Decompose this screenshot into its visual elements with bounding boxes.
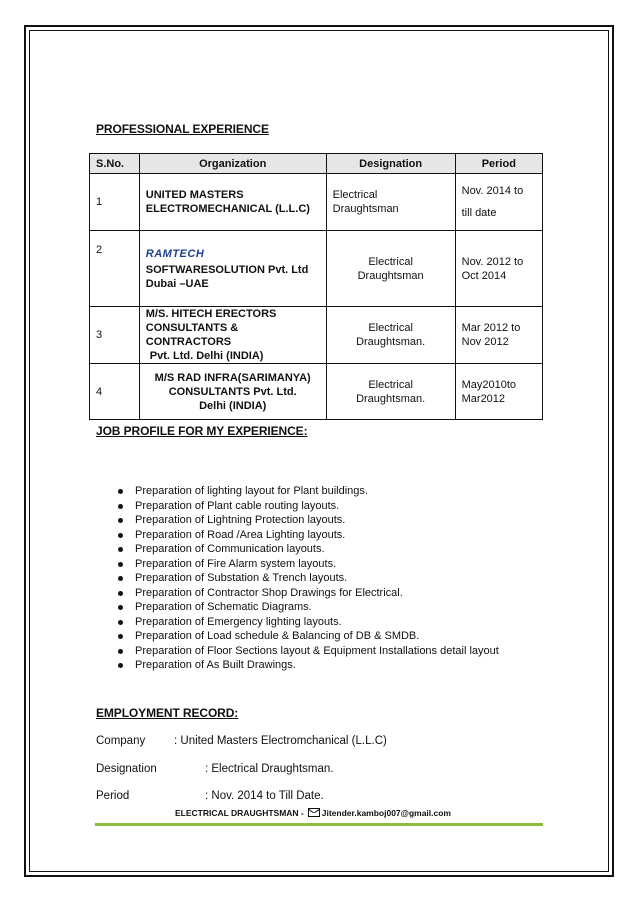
footer	[175, 807, 451, 818]
employment-record-heading: EMPLOYMENT RECORD:	[96, 706, 239, 720]
list-item	[108, 557, 499, 572]
cell-designation	[326, 231, 455, 307]
list-item-text: Preparation of Road /Area Lighting layouts.	[135, 528, 346, 541]
list-item-text: Preparation of Contractor Shop Drawings for Electrical.	[135, 586, 403, 599]
list-item-text: Preparation of Schematic Diagrams.	[135, 601, 312, 613]
list-item	[108, 542, 499, 557]
list-item	[108, 658, 499, 673]
header-period: Period	[455, 154, 542, 174]
job-profile-list	[108, 484, 499, 673]
cell-period	[455, 231, 542, 307]
cell-organization	[139, 364, 326, 420]
period-value: : Nov. 2014 to Till Date.	[205, 790, 324, 802]
list-item	[108, 571, 499, 586]
cell-organization	[139, 231, 326, 307]
cell-organization	[139, 307, 326, 364]
footer-rule	[95, 823, 543, 826]
table-row	[90, 364, 543, 420]
bullet-icon	[118, 489, 123, 494]
list-item-text: Preparation of Communication layouts.	[135, 543, 325, 555]
experience-table	[89, 153, 543, 420]
table-row	[90, 231, 543, 307]
designation-label: Designation	[96, 763, 157, 775]
designation-line: Electrical	[368, 255, 413, 268]
list-item	[108, 600, 499, 615]
org-line: Pvt. Ltd. Delhi (INDIA)	[149, 350, 264, 362]
bullet-icon	[118, 634, 123, 639]
period-line: Nov. 2012 to	[461, 255, 524, 268]
header-designation: Designation	[326, 154, 455, 174]
cell-period	[455, 364, 542, 420]
list-item	[108, 644, 499, 659]
cell-sno: 2	[90, 231, 140, 307]
footer-email[interactable]: Jitender.kamboj007@gmail.com	[321, 808, 451, 818]
bullet-icon	[118, 518, 123, 523]
period-line: May2010to	[461, 378, 517, 391]
header-organization: Organization	[139, 154, 326, 174]
ramtech-logo: RAMTECH	[145, 247, 205, 260]
list-item-text: Preparation of As Built Drawings.	[135, 659, 296, 671]
list-item	[108, 615, 499, 630]
cell-designation	[326, 307, 455, 364]
company-label: Company	[96, 735, 146, 747]
list-item	[108, 513, 499, 528]
bullet-icon	[118, 663, 123, 668]
bullet-icon	[118, 605, 123, 610]
list-item-text: Preparation of Load schedule & Balancing of DB & SMDB.	[135, 630, 420, 642]
org-line: M/S RAD INFRA(SARIMANYA)	[154, 371, 311, 384]
org-line: Delhi (INDIA)	[199, 399, 267, 412]
list-item-text: Preparation of Plant cable routing layouts.	[135, 499, 340, 512]
org-line: M/S. HITECH ERECTORS	[145, 308, 277, 320]
bullet-icon	[118, 504, 123, 509]
list-item	[108, 499, 499, 514]
mail-icon	[308, 808, 320, 817]
cell-designation	[326, 174, 455, 231]
designation-line: Electrical	[368, 378, 413, 391]
header-sno: S.No.	[90, 154, 140, 174]
bullet-icon	[118, 562, 123, 567]
cell-designation	[326, 364, 455, 420]
bullet-icon	[118, 620, 123, 625]
footer-title: ELECTRICAL DRAUGHTSMAN -	[175, 808, 304, 818]
bullet-icon	[118, 649, 123, 654]
org-line: UNITED MASTERS	[145, 189, 244, 201]
period-line: Mar 2012 to	[461, 322, 521, 334]
bullet-icon	[118, 533, 123, 538]
list-item	[108, 629, 499, 644]
list-item-text: Preparation of Substation & Trench layouts.	[135, 572, 348, 584]
list-item-text: Preparation of Floor Sections layout & Equipment Installations detail layout	[135, 644, 499, 657]
designation-value: : Electrical Draughtsman.	[205, 763, 334, 775]
cell-organization	[139, 174, 326, 231]
org-line: SOFTWARESOLUTION Pvt. Ltd	[145, 263, 309, 276]
list-item-text: Preparation of Fire Alarm system layouts.	[135, 557, 337, 570]
designation-line: Draughtsman	[332, 203, 399, 215]
list-item	[108, 484, 499, 499]
period-line: Oct 2014	[461, 269, 507, 282]
table-header-row	[90, 154, 543, 174]
cell-sno: 4	[90, 364, 140, 420]
period-line: Mar2012	[461, 392, 506, 405]
period-label: Period	[96, 790, 130, 802]
professional-experience-heading: PROFESSIONAL EXPERIENCE	[96, 122, 269, 136]
cell-sno: 1	[90, 174, 140, 231]
company-value: : United Masters Electromchanical (L.L.C)	[174, 735, 387, 747]
bullet-icon	[118, 547, 123, 552]
list-item	[108, 586, 499, 601]
table-row	[90, 307, 543, 364]
list-item-text: Preparation of Lightning Protection layouts.	[135, 514, 346, 526]
list-item-text: Preparation of lighting layout for Plant buildings.	[135, 485, 368, 497]
period-line: Nov 2012	[461, 336, 509, 348]
list-item-text: Preparation of Emergency lighting layouts.	[135, 615, 342, 628]
cell-period	[455, 174, 542, 231]
period-line: till date	[461, 207, 497, 219]
table-row	[90, 174, 543, 231]
designation-line: Electrical	[332, 189, 378, 201]
bullet-icon	[118, 591, 123, 596]
designation-line: Draughtsman.	[356, 336, 426, 348]
designation-line: Draughtsman.	[356, 392, 426, 405]
period-line: Nov. 2014 to	[461, 185, 524, 197]
designation-line: Electrical	[368, 322, 413, 334]
org-line: CONSULTANTS & CONTRACTORS	[145, 322, 239, 348]
org-line: Dubai –UAE	[145, 277, 209, 290]
list-item	[108, 528, 499, 543]
job-profile-heading: JOB PROFILE FOR MY EXPERIENCE:	[96, 424, 308, 438]
bullet-icon	[118, 576, 123, 581]
cell-sno: 3	[90, 307, 140, 364]
org-line: CONSULTANTS Pvt. Ltd.	[168, 385, 297, 398]
designation-line: Draughtsman	[357, 269, 424, 282]
org-line: ELECTROMECHANICAL (L.L.C)	[145, 203, 310, 215]
cell-period	[455, 307, 542, 364]
